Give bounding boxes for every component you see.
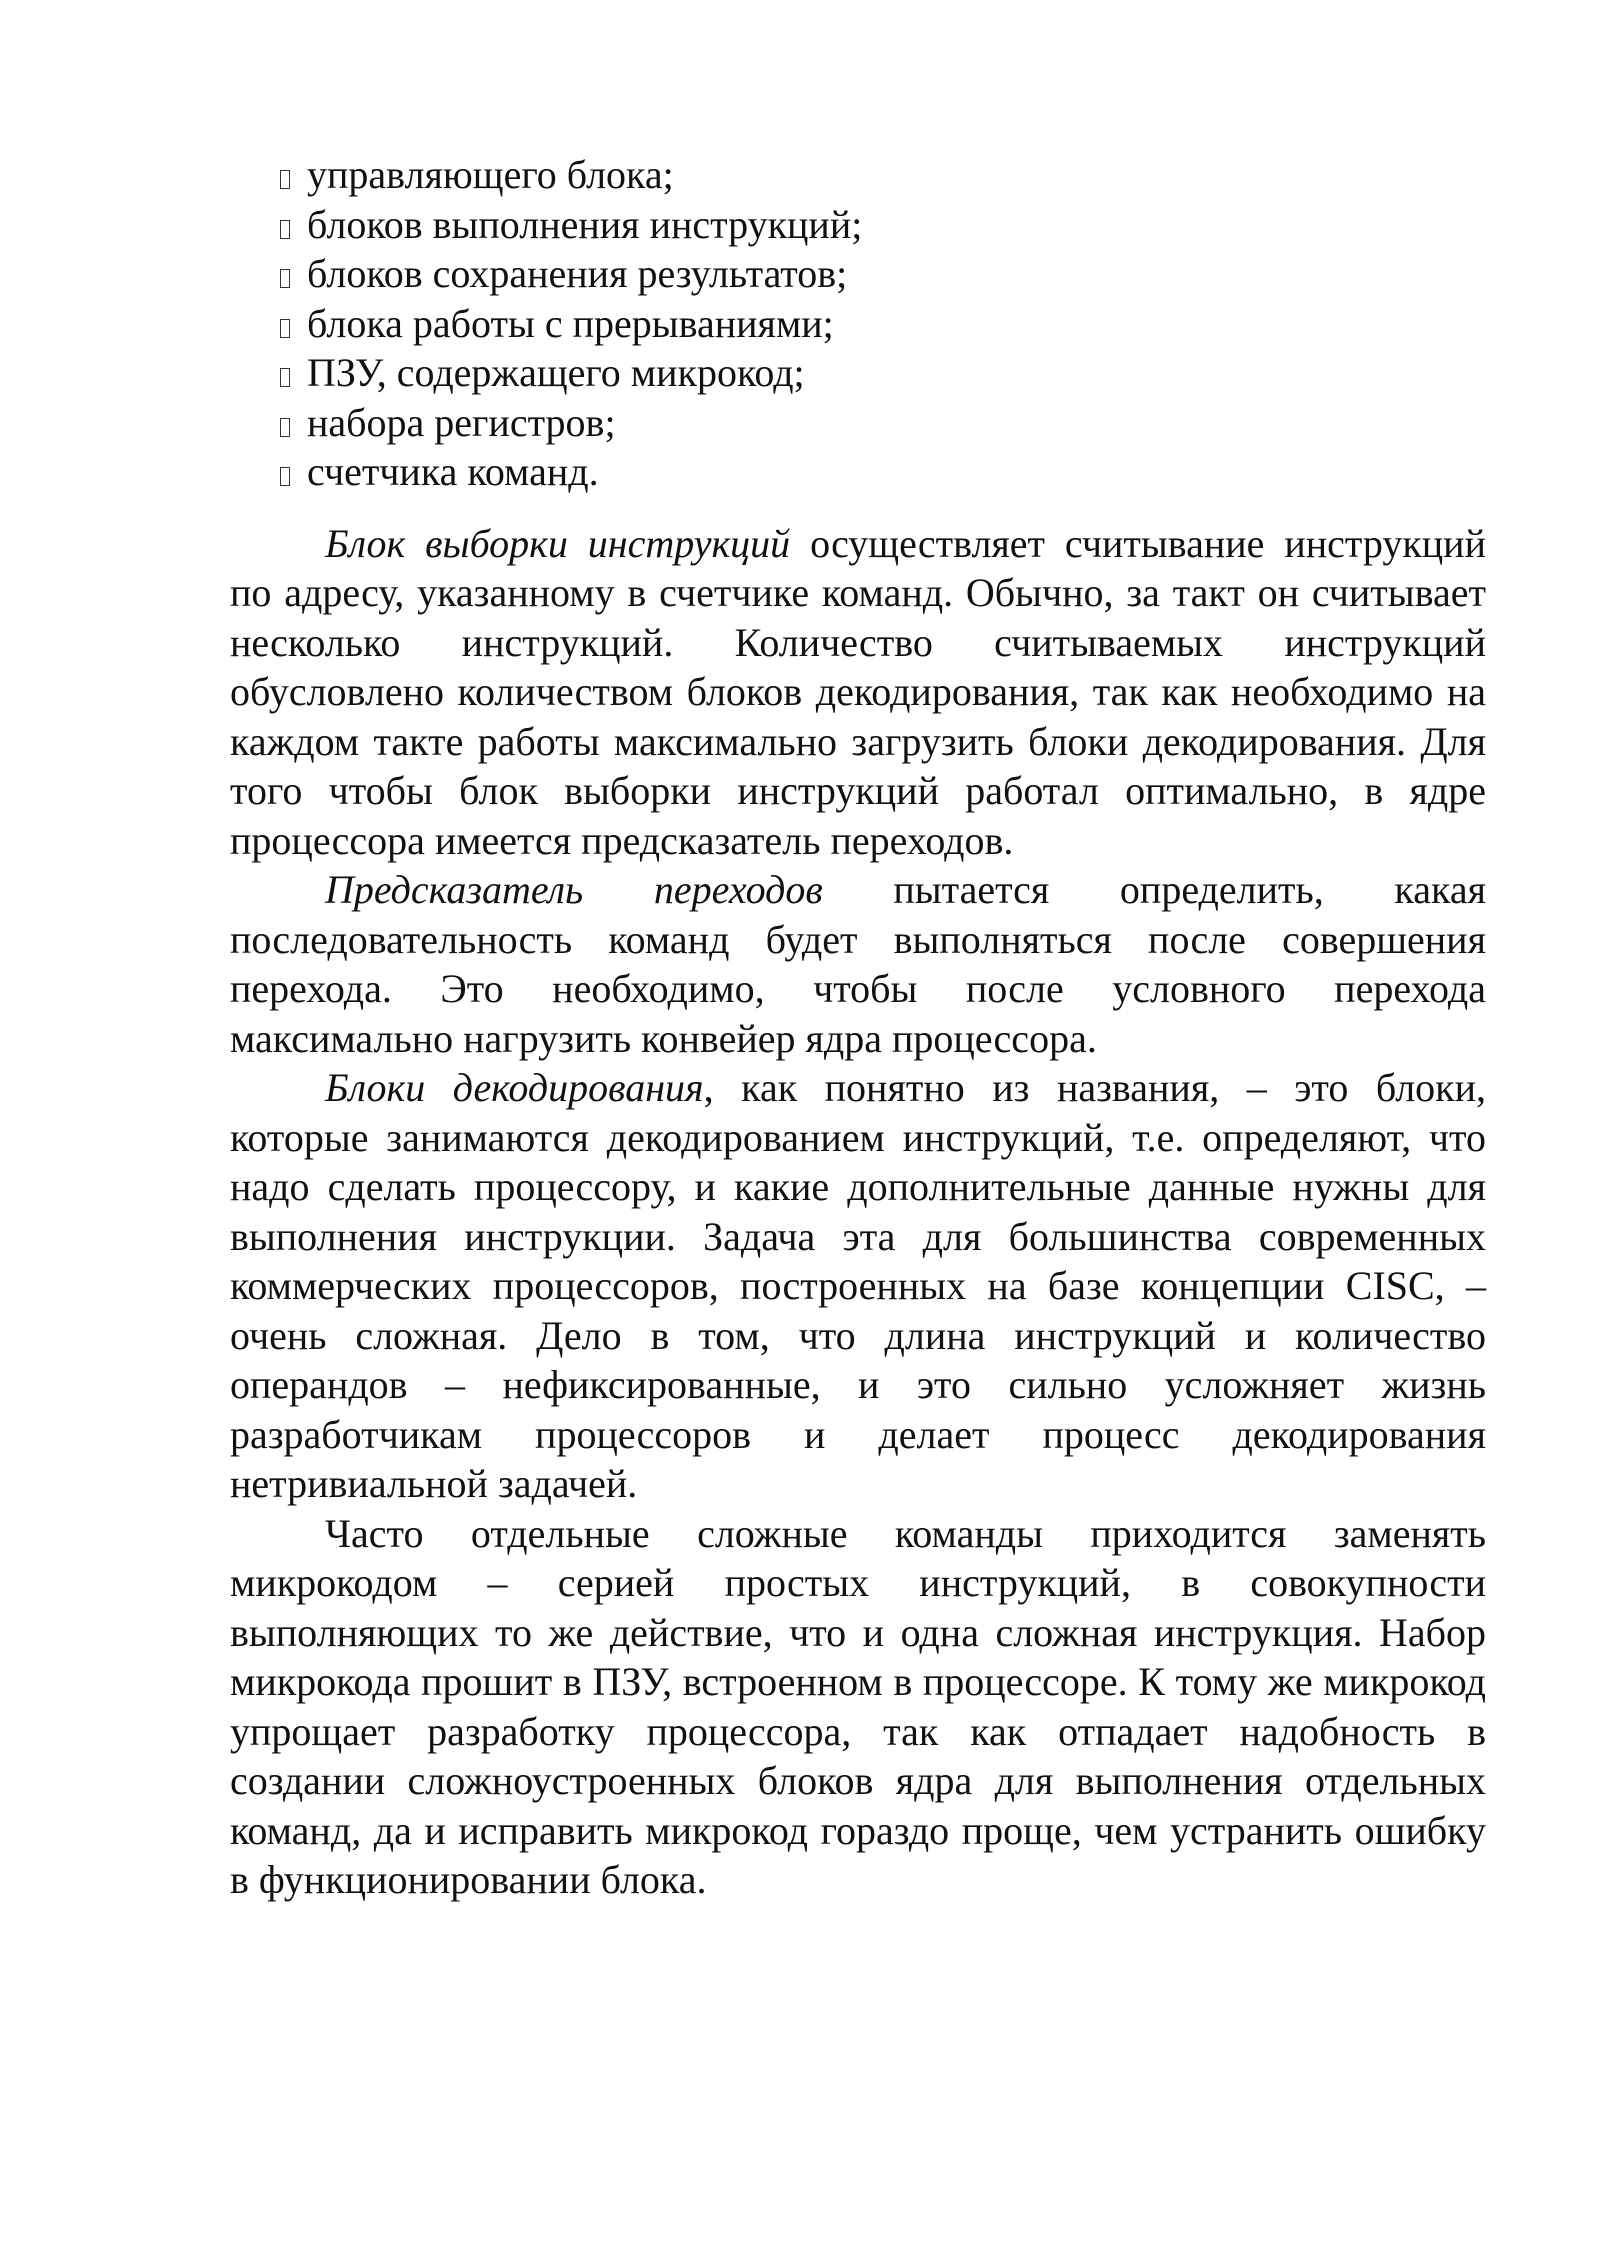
paragraph-decode-units	[230, 1063, 1486, 1509]
square-bullet-icon	[280, 319, 290, 338]
list-item-text: блока работы с прерываниями;	[307, 300, 834, 346]
list-item-text: счетчика команд.	[307, 449, 599, 494]
square-bullet-icon	[280, 269, 290, 288]
paragraph-text: Часто отдельные сложные команды приходится заменять микрокодом – серией простых инструкций, в совокупности выполняющих то же действие, что и одна сложная инструкция. Набор микрокода прошит в ПЗУ, встроенном в процессоре. К тому же микрокод упрощает разработку процессора, так как отпадает надобность в создании сложноустроенных блоков ядра для выполнения отдельных команд, да и исправить микрокод гораздо проще, чем устранить ошибку в функционировании блока.	[230, 1510, 1486, 1902]
square-bullet-icon	[280, 368, 290, 387]
paragraph-branch-predictor	[230, 865, 1486, 1063]
paragraph-text: пытается определить, какая последовательность команд будет выполняться после совершения перехода. Это необходимо, чтобы после условного перехода максимально нагрузить конвейер ядра процессора.	[230, 867, 1486, 1061]
list-item	[280, 348, 1486, 398]
component-list	[230, 150, 1486, 497]
square-bullet-icon	[280, 467, 290, 486]
list-item	[280, 398, 1486, 448]
square-bullet-icon	[280, 170, 290, 189]
square-bullet-icon	[280, 418, 290, 437]
paragraph-fetch-unit	[230, 519, 1486, 866]
list-item-text: набора регистров;	[307, 399, 616, 445]
list-item	[280, 447, 1486, 497]
paragraph-text: , как понятно из названия, – это блоки, которые занимаются декодированием инструкций, т.е. определяют, что надо сделать процессору, и какие дополнительные данные нужны для выполнения инструкции. Задача эта для большинства современных коммерческих процессоров, построенных на базе концепции CISC, – очень сложная. Дело в том, что длина инструкций и количество операндов – нефиксированные, и это сильно усложняет жизнь разработчикам процессоров и делает процесс декодирования нетривиальной задачей.	[230, 1065, 1486, 1506]
paragraph-microcode	[230, 1509, 1486, 1905]
term-fetch-unit: Блок выборки инструкций	[325, 520, 791, 566]
term-branch-predictor: Предсказатель переходов	[325, 867, 823, 912]
list-item	[280, 249, 1486, 299]
term-decode-units: Блоки декодирования	[325, 1065, 704, 1110]
square-bullet-icon	[280, 220, 290, 239]
list-item-text: блоков сохранения результатов;	[307, 251, 848, 296]
list-item	[280, 299, 1486, 349]
list-item	[280, 150, 1486, 200]
list-item-text: блоков выполнения инструкций;	[307, 201, 863, 247]
page-content	[230, 150, 1486, 1905]
list-item-text: управляющего блока;	[307, 152, 674, 197]
list-item	[280, 200, 1486, 250]
list-item-text: ПЗУ, содержащего микрокод;	[307, 350, 805, 395]
paragraph-text: осуществляет считывание инструкций по адресу, указанному в счетчике команд. Обычно, за такт он считывает несколько инструкций. Количество считываемых инструкций обусловлено количеством блоков декодирования, так как необходимо на каждом такте работы максимально загрузить блоки декодирования. Для того чтобы блок выборки инструкций работал оптимально, в ядре процессора имеется предсказатель переходов.	[230, 520, 1486, 863]
